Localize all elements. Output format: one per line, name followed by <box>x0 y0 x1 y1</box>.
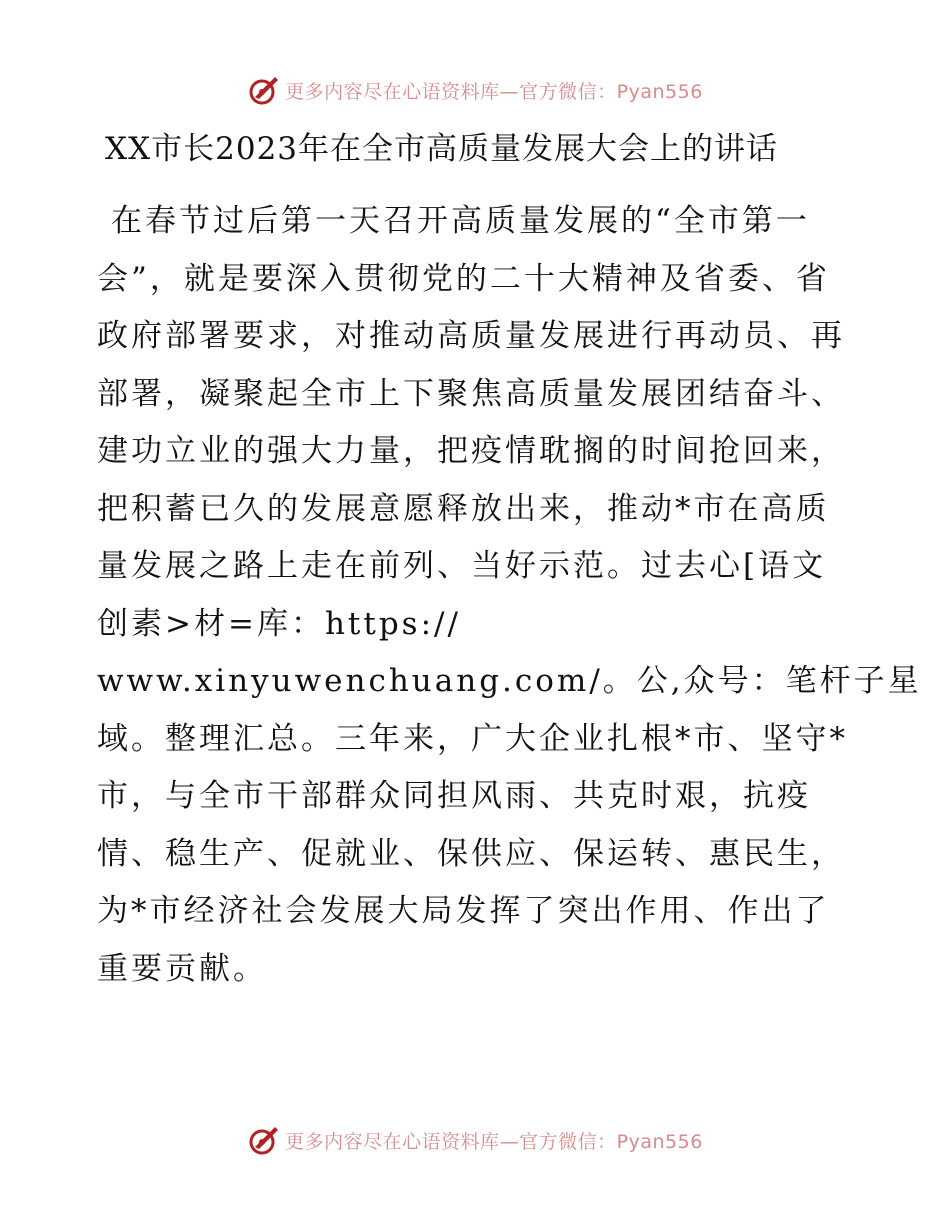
text-line: 会”，就是要深入贯彻党的二十大精神及省委、省 <box>97 260 830 297</box>
quill-logo-icon <box>247 1123 281 1157</box>
document-body <box>97 193 922 998</box>
text-line: 情、稳生产、促就业、保供应、保运转、惠民生， <box>97 835 845 872</box>
text-line: 建功立业的强大力量，把疫情耽搁的时间抢回来， <box>97 433 845 469</box>
text-line: 创素>材=库：https:// <box>97 605 461 642</box>
watermark-text: 更多内容尽在心语资料库—官方微信：Pyan556 <box>285 1130 703 1153</box>
header-watermark <box>0 70 950 110</box>
text-line: 量发展之路上走在前列、当好示范。过去心[语文 <box>97 548 827 584</box>
text-line: 市，与全市干部群众同担风雨、共克时艰，抗疫 <box>97 778 811 814</box>
watermark-text: 更多内容尽在心语资料库—官方微信：Pyan556 <box>285 80 703 103</box>
text-line: 域。整理汇总。三年来，广大企业扎根*市、坚守* <box>97 720 848 757</box>
document-title: XX市长2023年在全市高质量发展大会上的讲话 <box>105 131 779 167</box>
quill-logo-icon <box>247 73 281 107</box>
text-line: 部署，凝聚起全市上下聚焦高质量发展团结奋斗、 <box>97 375 845 412</box>
text-line: 为*市经济社会发展大局发挥了突出作用、作出了 <box>97 893 830 929</box>
text-line: 把积蓄已久的发展意愿释放出来，推动*市在高质 <box>97 490 830 527</box>
paragraph <box>97 193 922 998</box>
text-line: 政府部署要求，对推动高质量发展进行再动员、再 <box>97 318 845 354</box>
text-line: 在春节过后第一天召开高质量发展的“全市第一 <box>111 203 810 239</box>
footer-watermark <box>0 1120 950 1160</box>
text-line: 重要贡献。 <box>97 950 267 987</box>
text-line: www.xinyuwenchuang.com/。公,众号：笔杆子星 <box>97 663 922 699</box>
